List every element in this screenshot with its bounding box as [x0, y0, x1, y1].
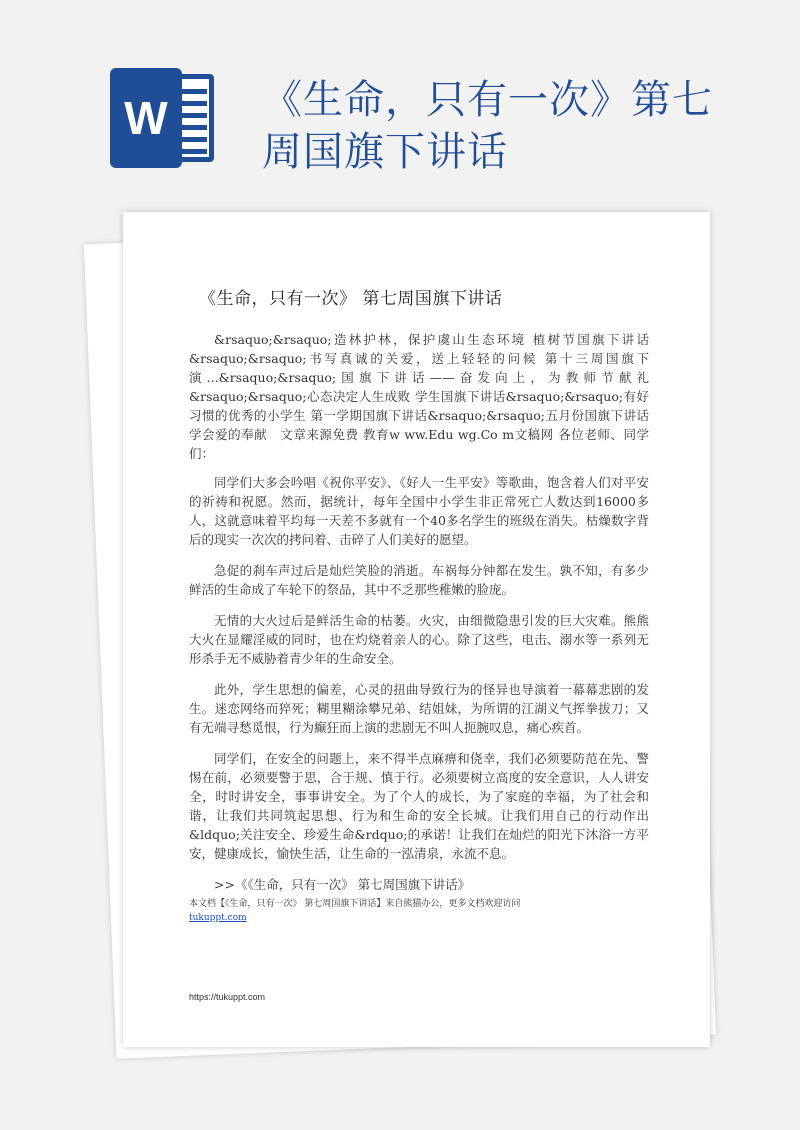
- body-paragraph: 此外，学生思想的偏差，心灵的扭曲导致行为的怪异也导演着一幕幕悲剧的发生。迷恋网络而猝死；糊里糊涂攀兄弟、结姐妹，为所谓的江湖义气挥拳拔刀；又有无端寻愁觅恨，行为癫狂而上演的悲剧无不叫人扼腕叹息，痛心疾首。: [189, 682, 649, 735]
- word-icon-letter: W: [110, 68, 182, 168]
- page-title: 《生命，只有一次》第七周国旗下讲话: [262, 77, 713, 175]
- source-footnote: [189, 897, 649, 925]
- intro-paragraph: &rsaquo;&rsaquo;造林护林，保护虞山生态环境 植树节国旗下讲话 &rsaquo;&rsaquo;书写真诚的关爱，送上轻轻的问候 第十三周国旗下演...&rsaquo;&rsaquo;国旗下讲话——奋发向上，为教师节献礼 &rsaquo;&rsaquo;心态决定人生成败 学生国旗下讲话&rsaquo;&rsaquo;有好习惯的优秀的小学生 第一学期国旗下讲话&rsaquo;&rsaquo;五月份国旗下讲话 学会爱的奉献 文章来源免费 教育w ww.Edu wg.Co m文稿网 各位老师、同学们：: [189, 332, 649, 461]
- document-title: 《生命，只有一次》 第七周国旗下讲话: [199, 289, 503, 309]
- document-body: [189, 330, 649, 906]
- document-page: [123, 212, 710, 1047]
- header-banner: [0, 0, 800, 220]
- word-document-icon: [110, 68, 218, 168]
- footnote-link[interactable]: tukuppt.com: [189, 913, 247, 923]
- closing-link-line: >>《《生命，只有一次》 第七周国旗下讲话》: [214, 877, 471, 892]
- body-paragraph: 无情的大火过后是鲜活生命的枯萎。火灾，由细微隐患引发的巨大灾难。熊熊大火在显耀淫威的同时，也在灼烧着亲人的心。除了这些，电击、溺水等一系列无形杀手无不威胁着青少年的生命安全。: [189, 613, 649, 666]
- bottom-url[interactable]: https://tukuppt.com: [189, 992, 266, 1002]
- body-paragraph: 急促的刹车声过后是灿烂笑脸的消逝。车祸每分钟都在发生。孰不知，有多少鲜活的生命成了车轮下的祭品，其中不乏那些稚嫩的脸庞。: [189, 563, 649, 597]
- body-paragraph: 同学们，在安全的问题上，来不得半点麻痹和侥幸，我们必须要防范在先、警惕在前，必须要警于思，合于规、慎于行。必须要树立高度的安全意识，人人讲安全，时时讲安全，事事讲安全。为了个人的成长，为了家庭的幸福，为了社会和谐，让我们共同筑起思想、行为和生命的安全长城。让我们用自己的行动作出&ldquo;关注安全、珍爱生命&rdquo;的承诺！让我们在灿烂的阳光下沐浴一方平安，健康成长，愉快生活，让生命的一泓清泉，永流不息。: [189, 751, 649, 861]
- body-paragraph: 同学们大多会吟唱《祝你平安》、《好人一生平安》等歌曲，饱含着人们对平安的祈祷和祝愿。然而，据统计，每年全国中小学生非正常死亡人数达到16000多人，这就意味着平均每一天差不多就有一个40多名学生的班级在消失。枯燥数字背后的现实一次次的拷问着、击碎了人们美好的愿望。: [189, 475, 649, 547]
- footnote-text: 本文档【《生命，只有一次》 第七周国旗下讲话】来自熊猫办公，更多文档欢迎访问: [189, 899, 521, 909]
